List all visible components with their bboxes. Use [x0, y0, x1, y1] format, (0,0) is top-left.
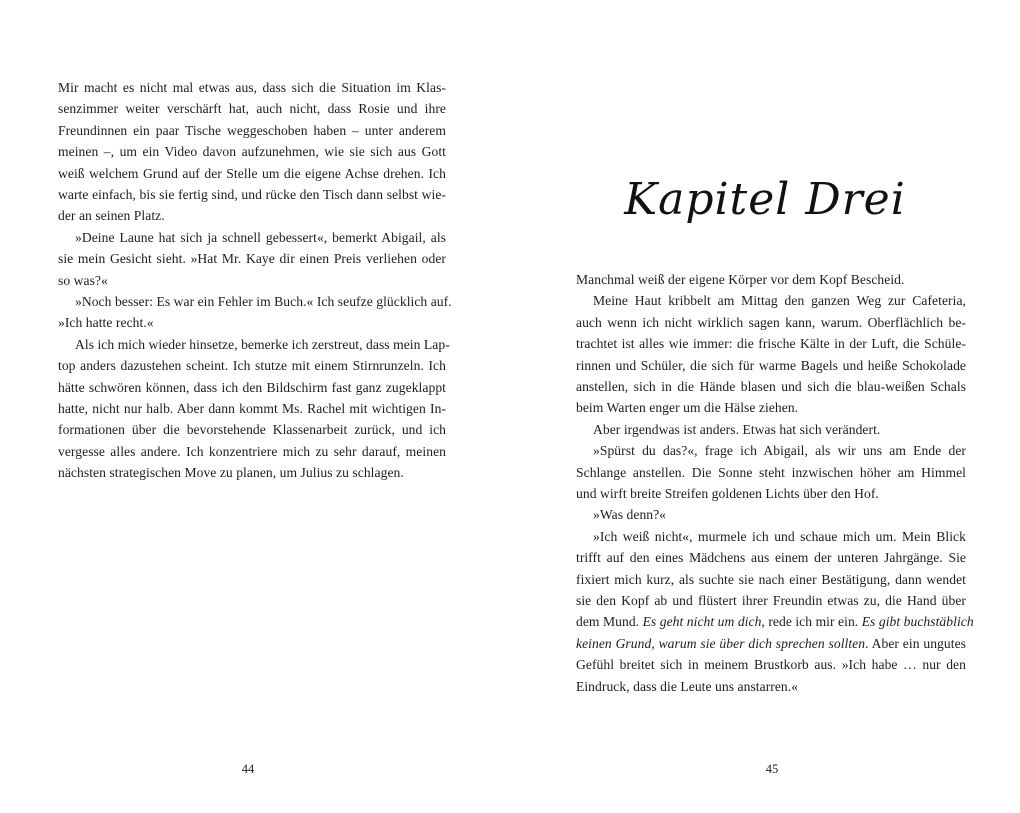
text-line: und wirft breite Streifen goldenen Lichts über den Hof. [576, 486, 879, 501]
text-line: rinnen und Schüler, die sich für warme Bagels und heiße Schokolade [576, 357, 966, 373]
text-line: »Ich hatte recht.« [58, 315, 154, 331]
text-segment: dem Mund. [576, 614, 643, 630]
text-line: sie den Kopf ab und flüstert ihrer Freundin etwas zu, die Hand über [576, 593, 966, 608]
text-line: weiß welchem Grund auf der Stelle um die eigene Achse drehen. Ich [58, 165, 446, 181]
text-line [576, 611, 974, 632]
text-line: »Spürst du das?«, frage ich Abigail, als wir uns am Ende der [593, 443, 966, 459]
text-line: trachtet ist alles wie immer: die frische Kälte in der Luft, die Schüle- [576, 336, 966, 352]
text-line: fixiert mich kurz, als suchte sie nach einer Bestätigung, dann wendet [576, 571, 966, 587]
right-page [510, 0, 1020, 813]
text-line: Eindruck, dass die Leute uns anstarren.« [576, 678, 799, 694]
text-line: »Noch besser: Es war ein Fehler im Buch.« Ich seufze glücklich auf. [75, 294, 452, 309]
text-line: nächsten strategischen Move zu planen, um Julius zu schlagen. [58, 465, 404, 481]
page-number: 45 [765, 762, 779, 776]
text-line: Gefühl breitet sich in meinem Brustkorb aus. »Ich habe … nur den [576, 657, 966, 673]
text-line [576, 633, 966, 654]
italic-text: Es gibt buchstäblich [861, 614, 974, 630]
text-line: Als ich mich wieder hinsetze, bemerke ich zerstreut, dass mein Lap- [75, 336, 450, 352]
chapter-title: Kapitel Drei [624, 174, 906, 225]
text-line: Mir macht es nicht mal etwas aus, dass sich die Situation im Klas- [58, 80, 446, 95]
text-line: meinen –, um ein Video davon aufzunehmen, wie sie sich aus Gott [58, 144, 446, 160]
text-line: auch wenn ich nicht wirklich sagen kann, warum. Oberflächlich be- [576, 314, 966, 330]
text-line: top anders dazustehen scheint. Ich stutze mit einem Stirnrunzeln. Ich [58, 358, 446, 374]
text-segment: , rede ich mir ein. [761, 614, 862, 630]
text-line: warte einfach, bis sie fertig sind, und rücke den Tisch dann selbst wie- [58, 187, 446, 202]
text-line: trifft auf den eines Mädchens aus einem der unteren Jahrgänge. Sie [576, 550, 966, 566]
italic-text: keinen Grund, warum sie über dich sprechen sollten [576, 635, 866, 651]
text-line: anstellen, sich in die Hände blasen und sich die blau-weißen Schals [576, 379, 966, 394]
text-line: hatte, nicht nur halb. Aber dann kommt Ms. Rachel mit wichtigen In- [58, 401, 446, 416]
text-line: Schlange anstellen. Die Sonne steht inzwischen höher am Himmel [576, 464, 966, 480]
text-line: Manchmal weiß der eigene Körper vor dem Kopf Bescheid. [576, 272, 905, 287]
text-line: Aber irgendwas ist anders. Etwas hat sich verändert. [593, 421, 881, 437]
text-line: formationen über die bevorstehende Klassenarbeit zurück, und ich [58, 422, 446, 438]
text-segment: . Aber ein ungutes [865, 635, 966, 651]
italic-text: Es geht nicht um dich [642, 614, 762, 630]
text-line: so was?« [58, 272, 108, 288]
text-line: »Ich weiß nicht«, murmele ich und schaue mich um. Mein Blick [593, 528, 966, 544]
text-line: sie mein Gesicht sieht. »Hat Mr. Kaye dir einen Preis verliehen oder [58, 251, 446, 267]
text-line: vergesse alles andere. Ich konzentriere mich zu sehr darauf, meinen [58, 443, 446, 459]
text-line: der an seinen Platz. [58, 208, 165, 224]
text-line: Freundinnen ein paar Tische weggeschoben haben – unter anderem [58, 122, 446, 138]
text-line: beim Warten enger um die Hälse ziehen. [576, 400, 799, 416]
text-line: Meine Haut kribbelt am Mittag den ganzen Weg zur Cafeteria, [593, 293, 966, 309]
text-line: senzimmer weiter verschärft hat, auch nicht, dass Rosie und ihre [58, 101, 446, 117]
text-line: »Was denn?« [593, 507, 667, 523]
text-line: hätte schwören können, dass ich den Bildschirm fast ganz zugeklappt [58, 379, 446, 395]
page-number: 44 [241, 762, 255, 776]
text-line: »Deine Laune hat sich ja schnell gebessert«, bemerkt Abigail, als [75, 229, 446, 245]
